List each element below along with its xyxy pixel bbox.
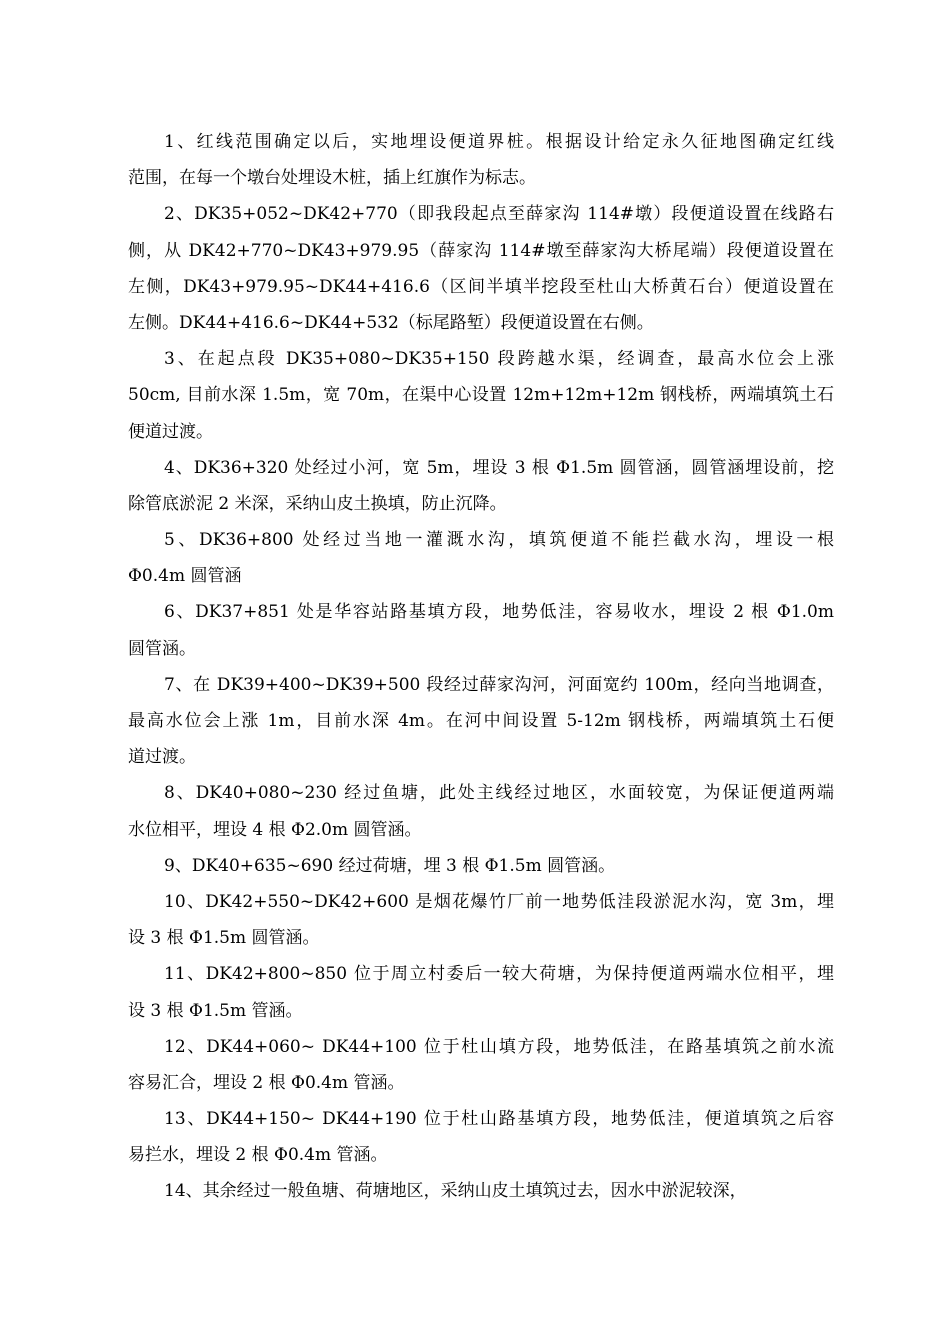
paragraph-line: 容易汇合，埋设 2 根 Φ0.4m 管涵。 [128, 1072, 405, 1093]
paragraph-line: 左侧，DK43+979.95~DK44+416.6（区间半填半挖段至杜山大桥黄石台）便道设置在 [128, 276, 834, 297]
paragraph-line: 除管底淤泥 2 米深，采纳山皮土换填，防止沉降。 [128, 493, 507, 514]
paragraph-10 [128, 884, 834, 956]
paragraph-line: 范围，在每一个墩台处埋设木桩，插上红旗作为标志。 [128, 168, 536, 189]
paragraph-11 [128, 956, 834, 1028]
paragraph-line: 50cm, 目前水深 1.5m，宽 70m，在渠中心设置 12m+12m+12m 钢栈桥，两端填筑土石 [128, 385, 834, 406]
paragraph-14 [128, 1173, 834, 1209]
paragraph-line: 左侧。DK44+416.6~DK44+532（标尾路堑）段便道设置在右侧。 [128, 312, 654, 333]
paragraph-5 [128, 522, 834, 594]
paragraph-line: 12、DK44+060~ DK44+100 位于杜山填方段，地势低洼，在路基填筑之前水流 [164, 1036, 834, 1057]
paragraph-line: 圆管涵。 [128, 638, 196, 659]
paragraph-line: 10、DK42+550~DK42+600 是烟花爆竹厂前一地势低洼段淤泥水沟，宽 3m，埋 [164, 891, 834, 912]
paragraph-3 [128, 341, 834, 450]
paragraph-8 [128, 775, 834, 847]
paragraph-line: 侧，从 DK42+770~DK43+979.95（薛家沟 114#墩至薛家沟大桥尾端）段便道设置在 [128, 240, 834, 261]
paragraph-line: 5、DK36+800 处经过当地一灌溉水沟，填筑便道不能拦截水沟，埋设一根 [164, 530, 834, 551]
paragraph-7 [128, 667, 834, 776]
paragraph-line: 最高水位会上涨 1m，目前水深 4m。在河中间设置 5-12m 钢栈桥，两端填筑土石便 [128, 711, 834, 731]
paragraph-line: 设 3 根 Φ1.5m 圆管涵。 [128, 928, 320, 949]
paragraph-4 [128, 450, 834, 522]
paragraph-13 [128, 1101, 834, 1173]
paragraph-line: 4、DK36+320 处经过小河，宽 5m，埋设 3 根 Φ1.5m 圆管涵，圆管涵埋设前，挖 [164, 457, 834, 478]
paragraph-line: 1、红线范围确定以后，实地埋设便道界桩。根据设计给定永久征地图确定红线 [164, 132, 834, 152]
paragraph-line: 11、DK42+800~850 位于周立村委后一较大荷塘，为保持便道两端水位相平，埋 [164, 964, 834, 985]
paragraph-line: 13、DK44+150~ DK44+190 位于杜山路基填方段，地势低洼，便道填筑之后容 [164, 1109, 834, 1130]
paragraph-9 [128, 848, 834, 884]
paragraph-line: 2、DK35+052~DK42+770（即我段起点至薛家沟 114#墩）段便道设置在线路右 [164, 204, 834, 225]
paragraph-line: 8、DK40+080~230 经过鱼塘，此处主线经过地区，水面较宽，为保证便道两端 [164, 783, 834, 804]
paragraph-line: 9、DK40+635~690 经过荷塘，埋 3 根 Φ1.5m 圆管涵。 [164, 855, 616, 876]
paragraph-6 [128, 594, 834, 666]
paragraph-line: 道过渡。 [128, 747, 196, 768]
paragraph-line: 3、在起点段 DK35+080~DK35+150 段跨越水渠，经调查，最高水位会上涨 [164, 349, 834, 370]
paragraph-line: 7、在 DK39+400~DK39+500 段经过薛家沟河，河面宽约 100m，经向当地调查， [164, 674, 834, 695]
document-body [128, 124, 834, 1210]
paragraph-line: 易拦水，埋设 2 根 Φ0.4m 管涵。 [128, 1145, 388, 1166]
paragraph-line: 水位相平，埋设 4 根 Φ2.0m 圆管涵。 [128, 819, 422, 840]
paragraph-line: 设 3 根 Φ1.5m 管涵。 [128, 1000, 303, 1021]
paragraph-line: 14、其余经过一般鱼塘、荷塘地区，采纳山皮土填筑过去，因水中淤泥较深， [164, 1181, 747, 1202]
paragraph-1 [128, 124, 834, 196]
paragraph-2 [128, 196, 834, 341]
paragraph-12 [128, 1029, 834, 1101]
paragraph-line: Φ0.4m 圆管涵 [128, 566, 242, 587]
paragraph-line: 6、DK37+851 处是华容站路基填方段，地势低洼，容易收水，埋设 2 根 Φ1.0m [164, 602, 834, 623]
paragraph-line: 便道过渡。 [128, 421, 213, 442]
